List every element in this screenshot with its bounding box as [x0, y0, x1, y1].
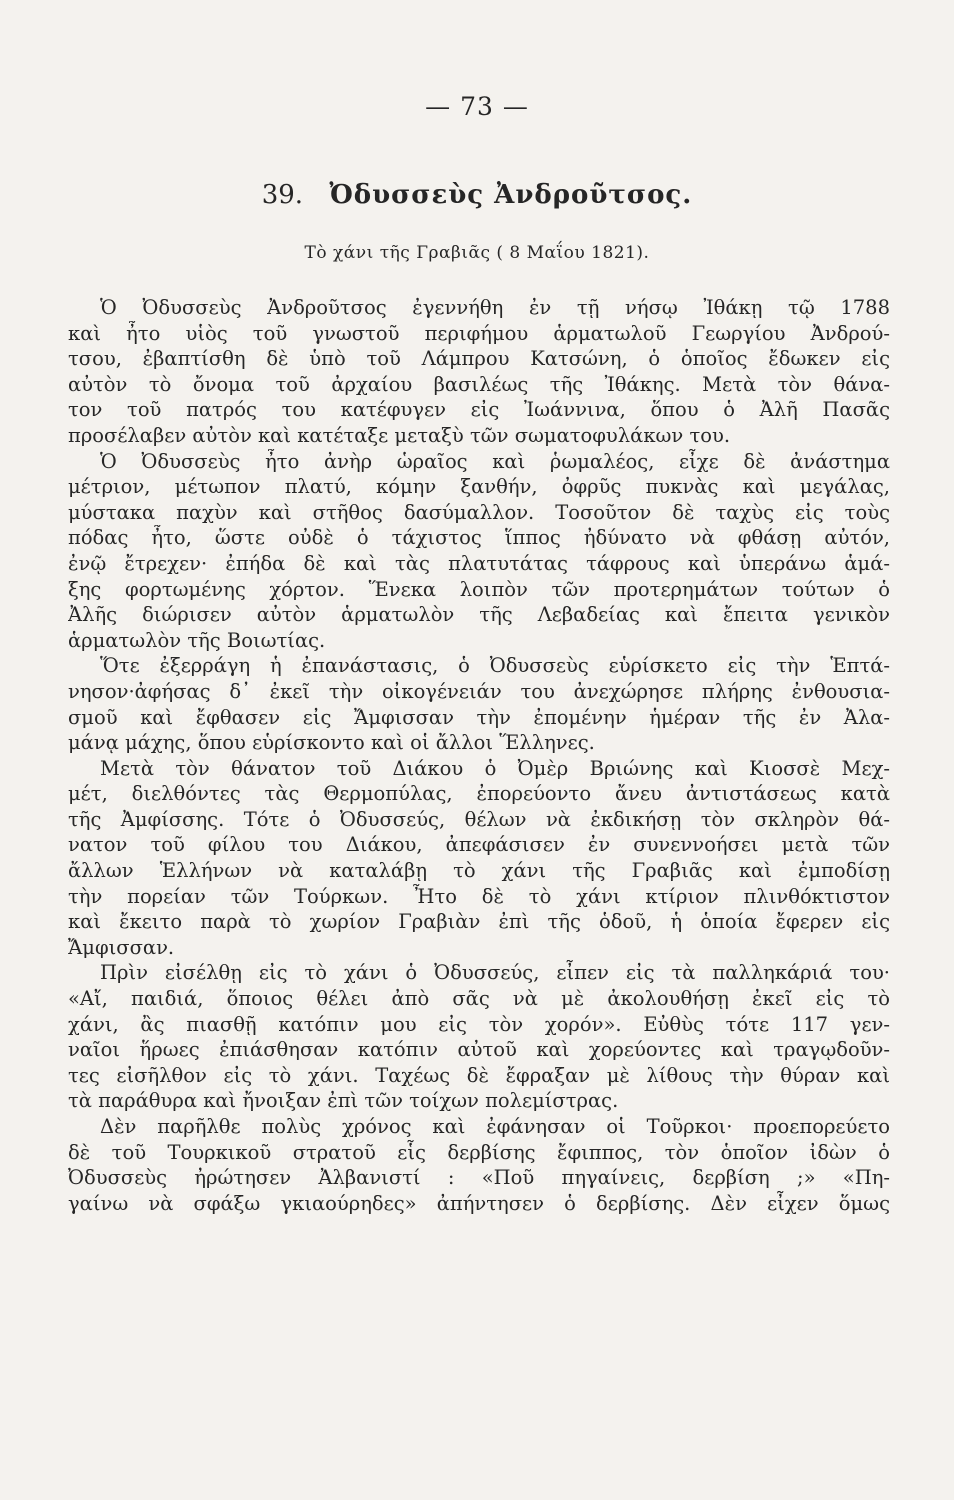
text-line: καὶ ἔκειτο παρὰ τὸ χωρίον Γραβιὰν ἐπὶ τῆς ὁδοῦ, ἡ ὁποία ἔφερεν εἰς — [68, 910, 890, 934]
text-line: Ἀλῆς διώρισεν αὐτὸν ἁρματωλὸν τῆς Λεβαδείας καὶ ἔπειτα γενικὸν — [68, 603, 890, 627]
text-line: προσέλαβεν αὐτὸν καὶ κατέταξε μεταξὺ τῶν σωματοφυλάκων του. — [68, 423, 731, 447]
text-line: ναῖοι ἥρωες ἐπιάσθησαν κατόπιν αὐτοῦ καὶ χορεύοντες καὶ τραγῳδοῦν- — [68, 1038, 890, 1062]
text-line: «Αἴ, παιδιά, ὅποιος θέλει ἀπὸ σᾶς νὰ μὲ ἀκολουθήσῃ ἐκεῖ εἰς τὸ — [68, 987, 890, 1011]
text-line: τσου, ἐβαπτίσθη δὲ ὑπὸ τοῦ Λάμπρου Κατσώνη, ὁ ὁποῖος ἔδωκεν εἰς — [68, 347, 890, 371]
text-line: ξης φορτωμένης χόρτον. Ἕνεκα λοιπὸν τῶν προτερημάτων τούτων ὁ — [68, 577, 890, 601]
text-line: Δὲν παρῆλθε πολὺς χρόνος καὶ ἐφάνησαν οἱ Τοῦρκοι· προεπορεύετο — [100, 1115, 890, 1138]
text-line: Ὅτε ἐξερράγη ἡ ἐπανάστασις, ὁ Ὀδυσσεὺς εὑρίσκετο εἰς τὴν Ἑπτά- — [100, 654, 890, 678]
text-line: Ἄμφισσαν. — [68, 935, 175, 959]
chapter-heading — [0, 180, 954, 210]
text-line: τον τοῦ πατρός του κατέφυγεν εἰς Ἰωάννινα, ὅπου ὁ Ἀλῆ Πασᾶς — [68, 398, 890, 422]
text-line: Ὀδυσσεὺς ἠρώτησεν Ἀλβανιστί : «Ποῦ πηγαίνεις, δερβίση ;» «Πη- — [68, 1166, 890, 1190]
text-line: Πρὶν εἰσέλθῃ εἰς τὸ χάνι ὁ Ὀδυσσεύς, εἶπεν εἰς τὰ παλληκάριά του· — [100, 961, 890, 985]
text-line: πόδας ἦτο, ὥστε οὐδὲ ὁ τάχιστος ἵππος ἠδύνατο νὰ φθάσῃ αὐτόν, — [68, 526, 890, 550]
chapter-subtitle: Τὸ χάνι τῆς Γραβιᾶς ( 8 Μαΐου 1821). — [304, 243, 650, 263]
chapter-number: 39. — [261, 180, 304, 210]
text-line: τὴν πορείαν τῶν Τούρκων. Ἦτο δὲ τὸ χάνι κτίριον πλινθόκτιστον — [68, 884, 890, 908]
text-line: ἁρματωλὸν τῆς Βοιωτίας. — [68, 628, 326, 652]
chapter-title: Ὀδυσσεὺς Ἀνδροῦτσος. — [329, 180, 693, 210]
text-line: Ὁ Ὀδυσσεὺς ἦτο ἀνὴρ ὡραῖος καὶ ῥωμαλέος, εἶχε δὲ ἀνάστημα — [100, 449, 890, 473]
text-line: αὐτὸν τὸ ὄνομα τοῦ ἀρχαίου βασιλέως τῆς Ἰθάκης. Μετὰ τὸν θάνα- — [68, 372, 890, 396]
text-line: χάνι, ἂς πιασθῇ κατόπιν μου εἰς τὸν χορόν». Εὐθὺς τότε 117 γεν- — [68, 1012, 890, 1036]
text-line: τες εἰσῆλθον εἰς τὸ χάνι. Ταχέως δὲ ἔφραξαν μὲ λίθους τὴν θύραν καὶ — [68, 1063, 890, 1087]
text-line: Μετὰ τὸν θάνατον τοῦ Διάκου ὁ Ὀμὲρ Βριώνης καὶ Κιοσσὲ Μεχ- — [100, 756, 890, 780]
text-line: μύστακα παχὺν καὶ στῆθος δασύμαλλον. Τοσοῦτον δὲ ταχὺς εἰς τοὺς — [68, 500, 890, 524]
text-line: γαίνω νὰ σφάξω γκιαούρηδες» ἀπήντησεν ὁ δερβίσης. Δὲν εἶχεν ὅμως — [68, 1191, 890, 1215]
text-line: ἐνῷ ἔτρεχεν· ἐπήδα δὲ καὶ τὰς πλατυτάτας τάφρους καὶ ὑπεράνω ἁμά- — [68, 551, 890, 575]
text-line: σμοῦ καὶ ἔφθασεν εἰς Ἄμφισσαν τὴν ἐπομένην ἡμέραν τῆς ἐν Ἀλα- — [68, 705, 890, 729]
text-line: μάνᾳ μάχης, ὅπου εὑρίσκοντο καὶ οἱ ἄλλοι Ἕλληνες. — [68, 731, 595, 755]
text-line: Ὁ Ὀδυσσεὺς Ἀνδροῦτσος ἐγεννήθη ἐν τῇ νήσῳ Ἰθάκῃ τῷ 1788 — [100, 296, 890, 319]
text-line: μέτριον, μέτωπον πλατύ, κόμην ξανθήν, ὀφρῦς πυκνὰς καὶ μεγάλας, — [68, 475, 890, 499]
body-text — [68, 295, 890, 1216]
text-line: μέτ, διελθόντες τὰς Θερμοπύλας, ἐπορεύοντο ἄνευ ἀντιστάσεως κατὰ — [68, 782, 890, 806]
text-line: τὰ παράθυρα καὶ ἤνοιξαν ἐπὶ τῶν τοίχων πολεμίστρας. — [68, 1089, 619, 1113]
text-line: δὲ τοῦ Τουρκικοῦ στρατοῦ εἷς δερβίσης ἔφιππος, τὸν ὁποῖον ἰδὼν ὁ — [68, 1140, 890, 1164]
text-line: τῆς Ἀμφίσσης. Τότε ὁ Ὀδυσσεύς, θέλων νὰ ἐκδικήσῃ τὸν σκληρὸν θά- — [68, 807, 890, 831]
text-line: ἄλλων Ἑλλήνων νὰ καταλάβῃ τὸ χάνι τῆς Γραβιᾶς καὶ ἐμποδίσῃ — [68, 859, 890, 883]
text-line: νησον·ἀφήσας δ᾽ ἐκεῖ τὴν οἰκογένειάν του ἀνεχώρησε πλήρης ἐνθουσια- — [68, 679, 890, 703]
text-line: νατον τοῦ φίλου του Διάκου, ἀπεφάσισεν ἐν συνεννοήσει μετὰ τῶν — [68, 833, 890, 857]
page-number: — 73 — — [425, 92, 529, 121]
text-line: καὶ ἦτο υἱὸς τοῦ γνωστοῦ περιφήμου ἁρματωλοῦ Γεωργίου Ἀνδρού- — [68, 321, 890, 345]
